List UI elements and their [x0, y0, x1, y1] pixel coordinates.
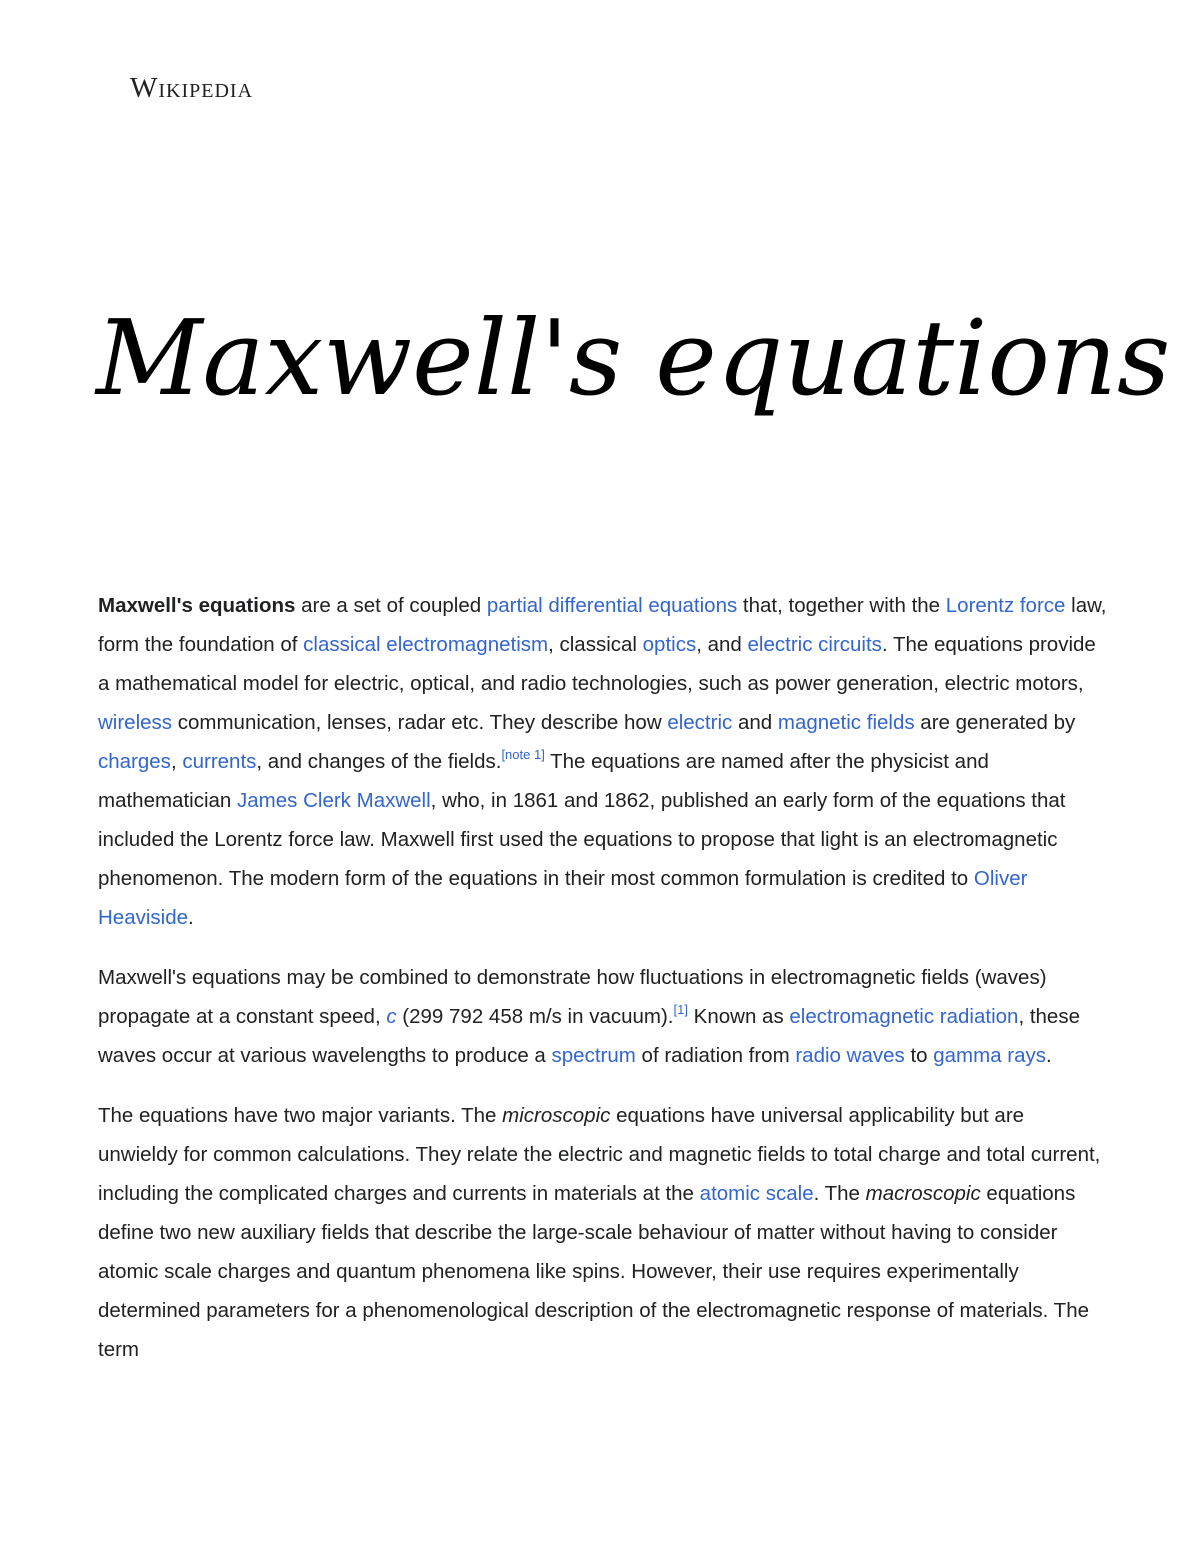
reference-1[interactable]: [1]: [673, 1002, 688, 1017]
link-lorentz-force[interactable]: Lorentz force: [945, 594, 1066, 617]
italic-term: microscopic: [502, 1104, 611, 1127]
text: Known as: [687, 1005, 790, 1028]
link-classical-electromagnetism[interactable]: classical electromagnetism: [303, 633, 549, 656]
text: that, together with the: [737, 594, 946, 617]
text: . The: [813, 1182, 866, 1205]
text: .: [188, 906, 194, 929]
link-charges[interactable]: charges: [98, 750, 171, 773]
text: law, form the foundation of: [98, 594, 1107, 656]
text: (299 792 458 m/s in vacuum).: [396, 1005, 674, 1028]
link-wireless[interactable]: wireless: [98, 711, 173, 734]
link-partial-differential-equations[interactable]: partial differential equations: [486, 594, 738, 617]
text: , classical: [548, 633, 643, 656]
paragraph-waves: [98, 958, 1108, 1075]
link-currents[interactable]: currents: [182, 750, 257, 773]
article-body: [98, 586, 1108, 1390]
link-james-clerk-maxwell[interactable]: James Clerk Maxwell: [237, 789, 431, 812]
text: . The equations provide a mathematical model for electric, optical, and radio technologies, such as power generation, electric motors,: [98, 633, 1096, 695]
paragraph-intro: [98, 586, 1108, 937]
text: , these waves occur at various wavelengths to produce a: [98, 1005, 1080, 1067]
link-optics[interactable]: optics: [642, 633, 697, 656]
link-electromagnetic-radiation[interactable]: electromagnetic radiation: [789, 1005, 1019, 1028]
text: communication, lenses, radar etc. They describe how: [172, 711, 668, 734]
link-speed-of-light[interactable]: c: [386, 1005, 397, 1028]
bold-term: Maxwell's equations: [98, 594, 296, 617]
text: equations define two new auxiliary fields that describe the large-scale behaviour of matter without having to consider atomic scale charges and quantum phenomena like spins. However, their use requires experimentally determined parameters for a phenomenological description of the electromagnetic response of materials. The term: [98, 1182, 1089, 1361]
reference-note-1[interactable]: [note 1]: [501, 747, 545, 762]
wikipedia-logo[interactable]: Wikipedia: [130, 72, 254, 104]
link-electric[interactable]: electric: [667, 711, 733, 734]
link-radio-waves[interactable]: radio waves: [795, 1044, 905, 1067]
link-spectrum[interactable]: spectrum: [551, 1044, 636, 1067]
text: of radiation from: [635, 1044, 796, 1067]
text: .: [1046, 1044, 1052, 1067]
text: are generated by: [914, 711, 1076, 734]
text: to: [904, 1044, 934, 1067]
link-atomic-scale[interactable]: atomic scale: [699, 1182, 814, 1205]
link-magnetic-fields[interactable]: magnetic fields: [777, 711, 915, 734]
text: Maxwell's equations may be combined to demonstrate how fluctuations in electromagnetic fields (waves) propagate at a constant speed,: [98, 966, 1047, 1028]
italic-term: macroscopic: [865, 1182, 981, 1205]
text: ,: [170, 750, 183, 773]
text: and: [732, 711, 778, 734]
link-electric-circuits[interactable]: electric circuits: [747, 633, 882, 656]
link-gamma-rays[interactable]: gamma rays: [933, 1044, 1047, 1067]
text: equations have universal applicability but are unwieldy for common calculations. They relate the electric and magnetic fields to total charge and total current, including the complicated charges and currents in materials at the: [98, 1104, 1101, 1205]
text: are a set of coupled: [295, 594, 487, 617]
text: The equations have two major variants. The: [98, 1104, 503, 1127]
page-title: Maxwell's equations: [96, 297, 1171, 419]
text: , and changes of the fields.: [256, 750, 502, 773]
link-oliver-heaviside[interactable]: Oliver Heaviside: [98, 867, 1028, 929]
text: The equations are named after the physicist and mathematician: [98, 750, 989, 812]
paragraph-variants: [98, 1096, 1108, 1369]
text: , and: [696, 633, 748, 656]
text: , who, in 1861 and 1862, published an early form of the equations that included the Lorentz force law. Maxwell first used the equations to propose that light is an electromagnetic phenomenon. The modern form of the equations in their most common formulation is credited to: [98, 789, 1066, 890]
